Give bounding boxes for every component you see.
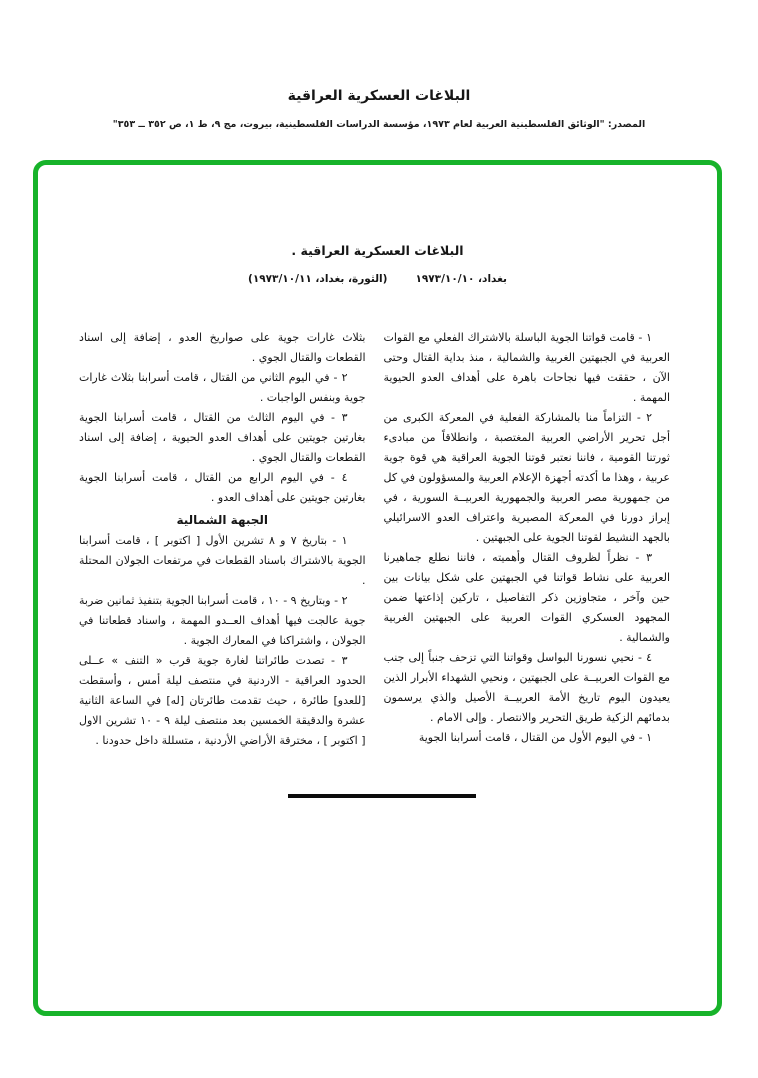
paragraph-north-2: ٢ - وبتاريخ ٩ - ١٠ ، قامت أسرابنا الجوية بتنفيذ ثمانين ضربة جوية عالجت فيها أهداف العــدو المهمة ، واسناد قطعاتنا في الجولان ، واشتراكنا في المعارك الجوية . xyxy=(79,594,366,647)
section-heading-northern-front: الجبهة الشمالية xyxy=(176,513,269,527)
column-left xyxy=(79,328,366,751)
dateline-source-ref: (الثورة، بغداد، ١٩٧٣/١٠/١١) xyxy=(248,273,388,285)
paragraph-salute: ٤ - نحيي نسورنا البواسل وقواتنا التي تزحف جنباً إلى جنب مع القوات العربيــة على الجبهتين ، ونحيي الشهداء الأبرار الذين يعيدون اليوم تاريخ الأمة العربيــة الأصيل والذي يرسمون بدمائهم الزكية طريق التحرير والانتصار . وإلى الامام . xyxy=(383,651,670,724)
document-frame xyxy=(33,160,722,1016)
paragraph-north-3: ٣ - تصدت طائراتنا لغارة جوية قرب « التنف » عــلى الحدود العراقية - الاردنية في منتصف ليلة أمس ، وأسقطت [للعدو] طائرة ، حيث تقدمت طائرتان [له] في الساعة الثانية عشرة والدقيقة الخمسين بعد منتصف ليلة ٩ - ١٠ تشرين الاول [ اكتوبر ] ، مخترقة الأراضي الأردنية ، متسللة داخل حدودنا . xyxy=(79,654,366,747)
dateline-place-date: بغداد، ١٩٧٣/١٠/١٠ xyxy=(415,273,507,285)
source-citation: المصدر: "الوثائق الفلسطينية العربية لعام ١٩٧٣، مؤسسة الدراسات الفلسطينية، بيروت، مج ٩، ط ١، ص ٣٥٢ ــ ٣٥٣" xyxy=(112,119,646,130)
paragraph-day-one-continued: بثلاث غارات جوية على صواريخ العدو ، إضافة إلى اسناد القطعات والقتال الجوي . xyxy=(79,331,366,364)
paragraph-day-four: ٤ - في اليوم الرابع من القتال ، قامت أسرابنا الجوية بغارتين جويتين على أهداف العدو . xyxy=(79,471,366,504)
document-dateline xyxy=(38,273,717,285)
document-body xyxy=(79,328,670,751)
column-right xyxy=(384,328,671,751)
paragraph-communique-intro: ١ - قامت قواتنا الجوية الباسلة بالاشتراك الفعلي مع القوات العربية في الجبهتين الغربية والشمالية ، منذ بداية القتال وحتى الآن ، حققت فيها نجاحات باهرة على أهداف العدو الحيوية المهمة . xyxy=(383,331,670,404)
page-title: البلاغات العسكرية العراقية xyxy=(287,88,471,104)
paragraph-statements-policy: ٣ - نظراً لظروف القتال وأهميته ، فاننا نطلع جماهيرنا العربية على نشاط قواتنا في الجبهتين على شكل بيانات بين حين وآخر ، متجاوزين ذكر التفاصيل ، تاركين إذاعتها ضمن المجهود العسكري القوات العربية على الجبهتين الغربية والشمالية . xyxy=(383,551,670,644)
paragraph-day-two: ٢ - في اليوم الثاني من القتال ، قامت أسرابنا بثلاث غارات جوية وبنفس الواجبات . xyxy=(79,371,366,404)
bottom-rule xyxy=(288,794,476,798)
paragraph-day-one-start: ١ - في اليوم الأول من القتال ، قامت أسرابنا الجوية xyxy=(418,731,652,744)
paragraph-day-three: ٣ - في اليوم الثالث من القتال ، قامت أسرابنا الجوية بغارتين جويتين على أهداف العدو الحيوية ، إضافة إلى اسناد القطعات والقتال الجوي . xyxy=(79,411,366,464)
document-heading: البلاغات العسكرية العراقية . xyxy=(291,243,464,258)
paragraph-commitment: ٢ - التزاماً منا بالمشاركة الفعلية في المعركة الكبرى من أجل تحرير الأراضي العربية المغتصبة ، وانطلاقاً من مبادىء ثورتنا القومية ، فاننا نعتبر قوتنا الجوية العراقية هي قوة جوية عربية ، وهذا ما أكدته أجهزة الإعلام العربية والمسؤولون في كل من جمهورية مصر العربية والجمهورية العربيــة السورية ، في إبراز دورنا في المعركة المصيرية واعتراف العدو الاسرائيلي بالجهد النشيط لقوتنا الجوية على الجبهتين . xyxy=(383,411,670,544)
paragraph-north-1: ١ - بتاريخ ٧ و ٨ تشرين الأول [ اكتوبر ] ، قامت أسرابنا الجوية بالاشتراك باسناد القطعات في مرتفعات الجولان المحتلة . xyxy=(79,534,366,587)
